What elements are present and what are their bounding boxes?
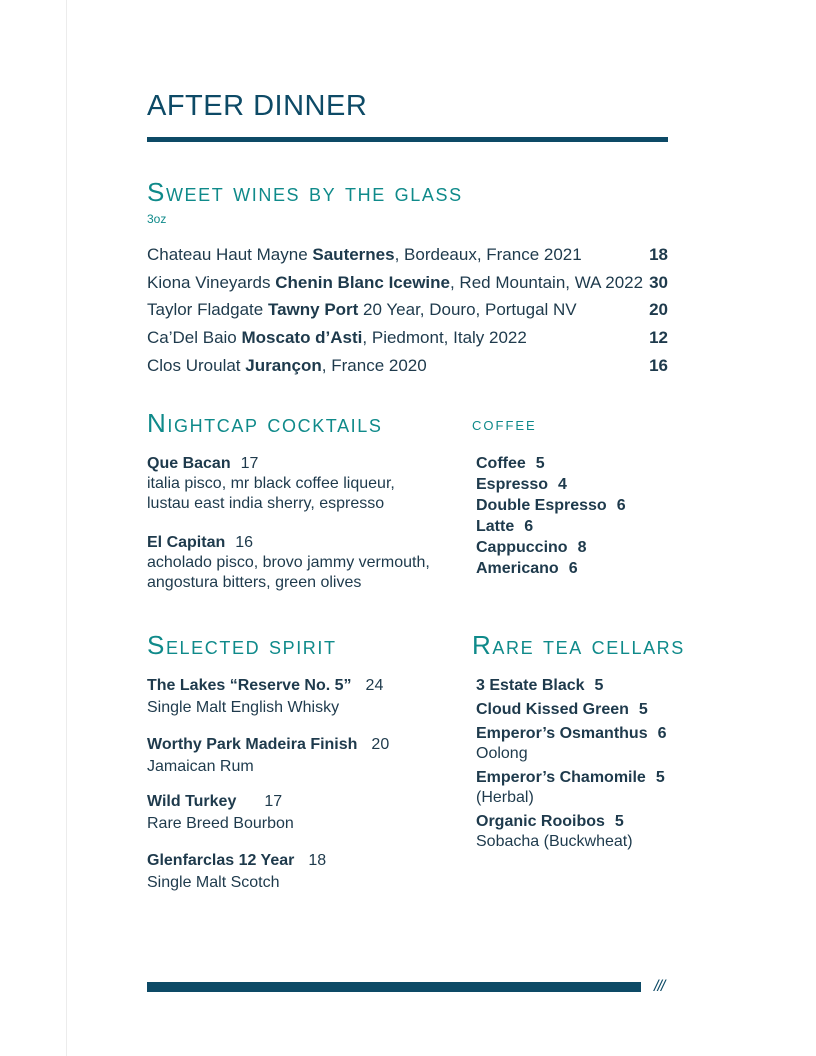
footer-slashes: /// xyxy=(654,978,665,995)
tea-name: Emperor’s Chamomile xyxy=(476,769,646,786)
spirit-price: 17 xyxy=(264,793,283,810)
wine-price: 18 xyxy=(649,244,668,264)
list-item xyxy=(476,558,626,579)
cocktail-item xyxy=(147,533,457,593)
list-item xyxy=(147,352,668,380)
spirit-item xyxy=(147,850,326,894)
spirit-item xyxy=(147,734,389,778)
spirit-name: Glenfarclas 12 Year xyxy=(147,852,295,869)
cocktail-desc: lustau east india sherry, espresso xyxy=(147,495,385,512)
list-item xyxy=(476,537,626,558)
coffee-price: 5 xyxy=(535,455,545,472)
coffee-list xyxy=(476,453,626,579)
bottom-rule xyxy=(147,982,641,992)
wine-label: Ca’Del Baio Moscato d’Asti, Piedmont, Italy 2022 xyxy=(147,327,527,347)
spirit-price: 18 xyxy=(308,852,327,869)
coffee-name: Latte xyxy=(476,518,515,535)
coffee-price: 8 xyxy=(577,539,587,556)
tea-name: Emperor’s Osmanthus xyxy=(476,725,648,742)
tea-item xyxy=(476,812,633,852)
sweet-wines-heading: Sweet wines by the glass xyxy=(147,177,463,207)
cocktail-item xyxy=(147,454,457,514)
spirit-item xyxy=(147,791,294,835)
tea-name: 3 Estate Black xyxy=(476,677,585,694)
spirit-desc: Rare Breed Bourbon xyxy=(147,815,294,832)
page-edge xyxy=(66,0,67,1056)
cocktail-name: Que Bacan xyxy=(147,455,231,472)
list-item xyxy=(147,241,668,269)
tea-price: 6 xyxy=(657,725,667,742)
cocktail-name: El Capitan xyxy=(147,534,226,551)
tea-desc: (Herbal) xyxy=(476,789,534,806)
tea-heading: Rare tea cellars xyxy=(472,630,685,660)
cocktail-desc: angostura bitters, green olives xyxy=(147,574,362,591)
spirit-item xyxy=(147,675,383,719)
wine-label: Clos Uroulat Jurançon, France 2020 xyxy=(147,355,427,375)
list-item xyxy=(147,269,668,297)
tea-item xyxy=(476,724,667,764)
coffee-name: Cappuccino xyxy=(476,539,568,556)
tea-desc: Sobacha (Buckwheat) xyxy=(476,833,633,850)
wine-price: 16 xyxy=(649,355,668,375)
top-rule xyxy=(147,137,668,142)
tea-name: Cloud Kissed Green xyxy=(476,701,629,718)
wine-label: Chateau Haut Mayne Sauternes, Bordeaux, France 2021 xyxy=(147,244,582,264)
list-item xyxy=(476,453,626,474)
list-item xyxy=(476,474,626,495)
coffee-name: Double Espresso xyxy=(476,497,607,514)
spirit-name: Wild Turkey xyxy=(147,793,237,810)
tea-price: 5 xyxy=(655,769,665,786)
wine-label: Taylor Fladgate Tawny Port 20 Year, Douro, Portugal NV xyxy=(147,300,577,320)
wine-price: 12 xyxy=(649,327,668,347)
list-item xyxy=(147,296,668,324)
coffee-price: 4 xyxy=(558,476,567,493)
coffee-price: 6 xyxy=(616,497,626,514)
spirit-name: The Lakes “Reserve No. 5” xyxy=(147,677,352,694)
cocktail-desc: italia pisco, mr black coffee liqueur, xyxy=(147,475,395,492)
cocktail-price: 17 xyxy=(240,455,259,472)
spirit-name: Worthy Park Madeira Finish xyxy=(147,736,358,753)
coffee-price: 6 xyxy=(524,518,534,535)
page-title: AFTER DINNER xyxy=(147,90,368,122)
coffee-heading: coffee xyxy=(472,414,537,435)
list-item xyxy=(476,516,626,537)
tea-item xyxy=(476,768,665,808)
cocktail-price: 16 xyxy=(235,534,254,551)
cocktail-desc: acholado pisco, brovo jammy vermouth, xyxy=(147,554,430,571)
list-item xyxy=(147,324,668,352)
list-item xyxy=(476,495,626,516)
coffee-name: Coffee xyxy=(476,455,526,472)
tea-item xyxy=(476,676,603,696)
spirit-price: 24 xyxy=(365,677,384,694)
coffee-name: Americano xyxy=(476,560,559,577)
coffee-price: 6 xyxy=(568,560,578,577)
tea-name: Organic Rooibos xyxy=(476,813,605,830)
tea-price: 5 xyxy=(614,813,624,830)
spirit-desc: Single Malt English Whisky xyxy=(147,699,340,716)
tea-item xyxy=(476,700,648,720)
sweet-wines-unit: 3oz xyxy=(147,212,167,226)
spirit-price: 20 xyxy=(371,736,390,753)
tea-desc: Oolong xyxy=(476,745,528,762)
wine-label: Kiona Vineyards Chenin Blanc Icewine, Red Mountain, WA 2022 xyxy=(147,272,644,292)
spirit-heading: Selected spirit xyxy=(147,630,337,660)
tea-price: 5 xyxy=(638,701,648,718)
nightcap-heading: Nightcap cocktails xyxy=(147,408,383,438)
wine-price: 30 xyxy=(649,272,668,292)
spirit-desc: Single Malt Scotch xyxy=(147,874,280,891)
coffee-name: Espresso xyxy=(476,476,549,493)
spirit-desc: Jamaican Rum xyxy=(147,758,254,775)
tea-price: 5 xyxy=(594,677,604,694)
wine-price: 20 xyxy=(649,300,668,320)
sweet-wines-list xyxy=(147,241,668,379)
